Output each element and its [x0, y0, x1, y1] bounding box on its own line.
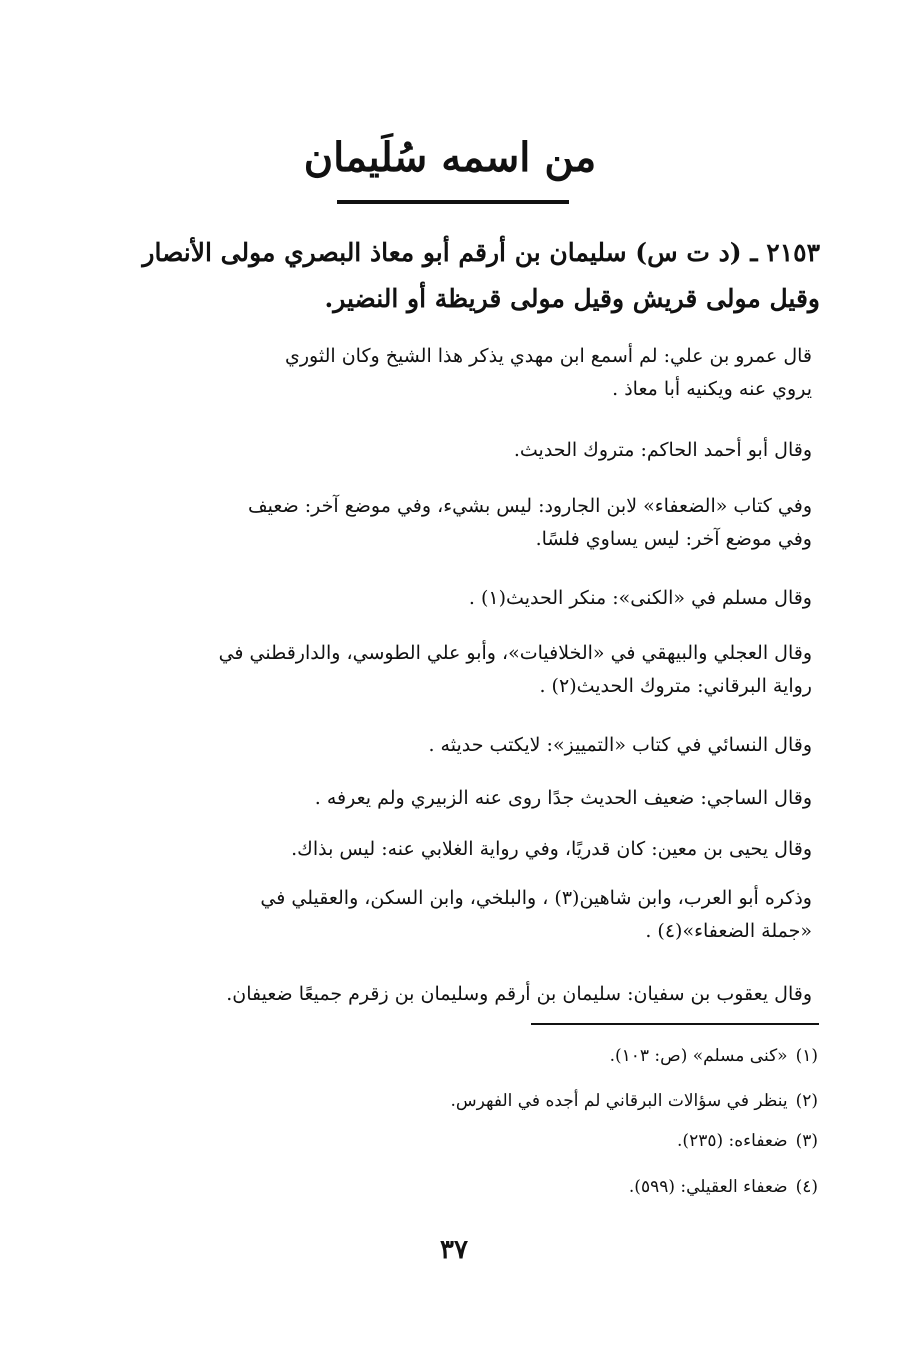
- footnote-separator: [531, 1023, 819, 1025]
- title-underline: [337, 200, 569, 204]
- paragraph-line: وفي كتاب «الضعفاء» لابن الجارود: ليس بشيء، وفي موضع آخر: ضعيف: [248, 495, 812, 517]
- footnote-1: [300, 1042, 818, 1070]
- entry-heading-line-1: ٢١٥٣ ـ (د ت س) سليمان بن أرقم أبو معاذ البصري مولى الأنصار: [142, 238, 820, 267]
- footnote-3: [300, 1127, 818, 1155]
- footnote-2: [300, 1087, 818, 1115]
- section-title: من اسمه سُلَيمان: [303, 134, 597, 181]
- paragraph-line: وقال يحيى بن معين: كان قدريًا، وفي رواية الغلابي عنه: ليس بذاك.: [291, 838, 812, 860]
- paragraph-line: وفي موضع آخر: ليس يساوي فلسًا.: [535, 528, 812, 550]
- paragraph-line: قال عمرو بن علي: لم أسمع ابن مهدي يذكر هذا الشيخ وكان الثوري: [285, 345, 812, 367]
- paragraph-line: يروي عنه ويكنيه أبا معاذ .: [612, 378, 812, 400]
- paragraph-muslim: [96, 582, 812, 615]
- footnote-number: (٤): [795, 1177, 818, 1197]
- paragraph-line: «جملة الضعفاء»(٤) .: [645, 920, 812, 942]
- footnote-4: [300, 1173, 818, 1201]
- paragraph-yaqub-ibn-sufyan: [96, 978, 812, 1011]
- paragraph-abu-al-arab: [96, 882, 812, 948]
- footnote-number: (١): [795, 1046, 818, 1066]
- paragraph-al-saji: [96, 782, 812, 815]
- paragraph-line: وقال مسلم في «الكنى»: منكر الحديث(١) .: [468, 587, 812, 609]
- footnote-number: (٣): [795, 1131, 818, 1151]
- entry-heading: [96, 230, 820, 322]
- paragraph-al-hakim: [96, 434, 812, 467]
- footnote-text: ضعفاء العقيلي: (٥٩٩).: [628, 1177, 788, 1197]
- paragraph-ibn-main: [96, 833, 812, 866]
- footnote-number: (٢): [795, 1091, 818, 1111]
- paragraph-line: وذكره أبو العرب، وابن شاهين(٣) ، والبلخي، وابن السكن، والعقيلي في: [260, 887, 812, 909]
- footnote-text: ضعفاءه: (٢٣٥).: [677, 1131, 788, 1151]
- footnote-text: ينظر في سؤالات البرقاني لم أجده في الفهرس.: [450, 1091, 788, 1111]
- paragraph-al-ijli: [96, 637, 812, 703]
- paragraph-line: وقال الساجي: ضعيف الحديث جدًا روى عنه الزبيري ولم يعرفه .: [314, 787, 812, 809]
- paragraph-line: وقال العجلي والبيهقي في «الخلافيات»، وأبو علي الطوسي، والدارقطني في: [218, 642, 812, 664]
- entry-heading-line-2: وقيل مولى قريش وقيل مولى قريظة أو النضير.: [324, 284, 820, 313]
- paragraph-line: وقال النسائي في كتاب «التمييز»: لايكتب حديثه .: [428, 734, 812, 756]
- paragraph-ibn-al-jarud: [96, 490, 812, 556]
- page-number: ٣٧: [440, 1235, 468, 1265]
- paragraph-line: وقال أبو أحمد الحاكم: متروك الحديث.: [513, 439, 812, 461]
- paragraph-al-nasai: [96, 729, 812, 762]
- footnote-text: «كنى مسلم» (ص: ١٠٣).: [609, 1046, 788, 1066]
- paragraph-amr-ibn-ali: [96, 340, 812, 406]
- paragraph-line: وقال يعقوب بن سفيان: سليمان بن أرقم وسليمان بن زقرم جميعًا ضعيفان.: [226, 983, 812, 1005]
- paragraph-line: رواية البرقاني: متروك الحديث(٢) .: [539, 675, 812, 697]
